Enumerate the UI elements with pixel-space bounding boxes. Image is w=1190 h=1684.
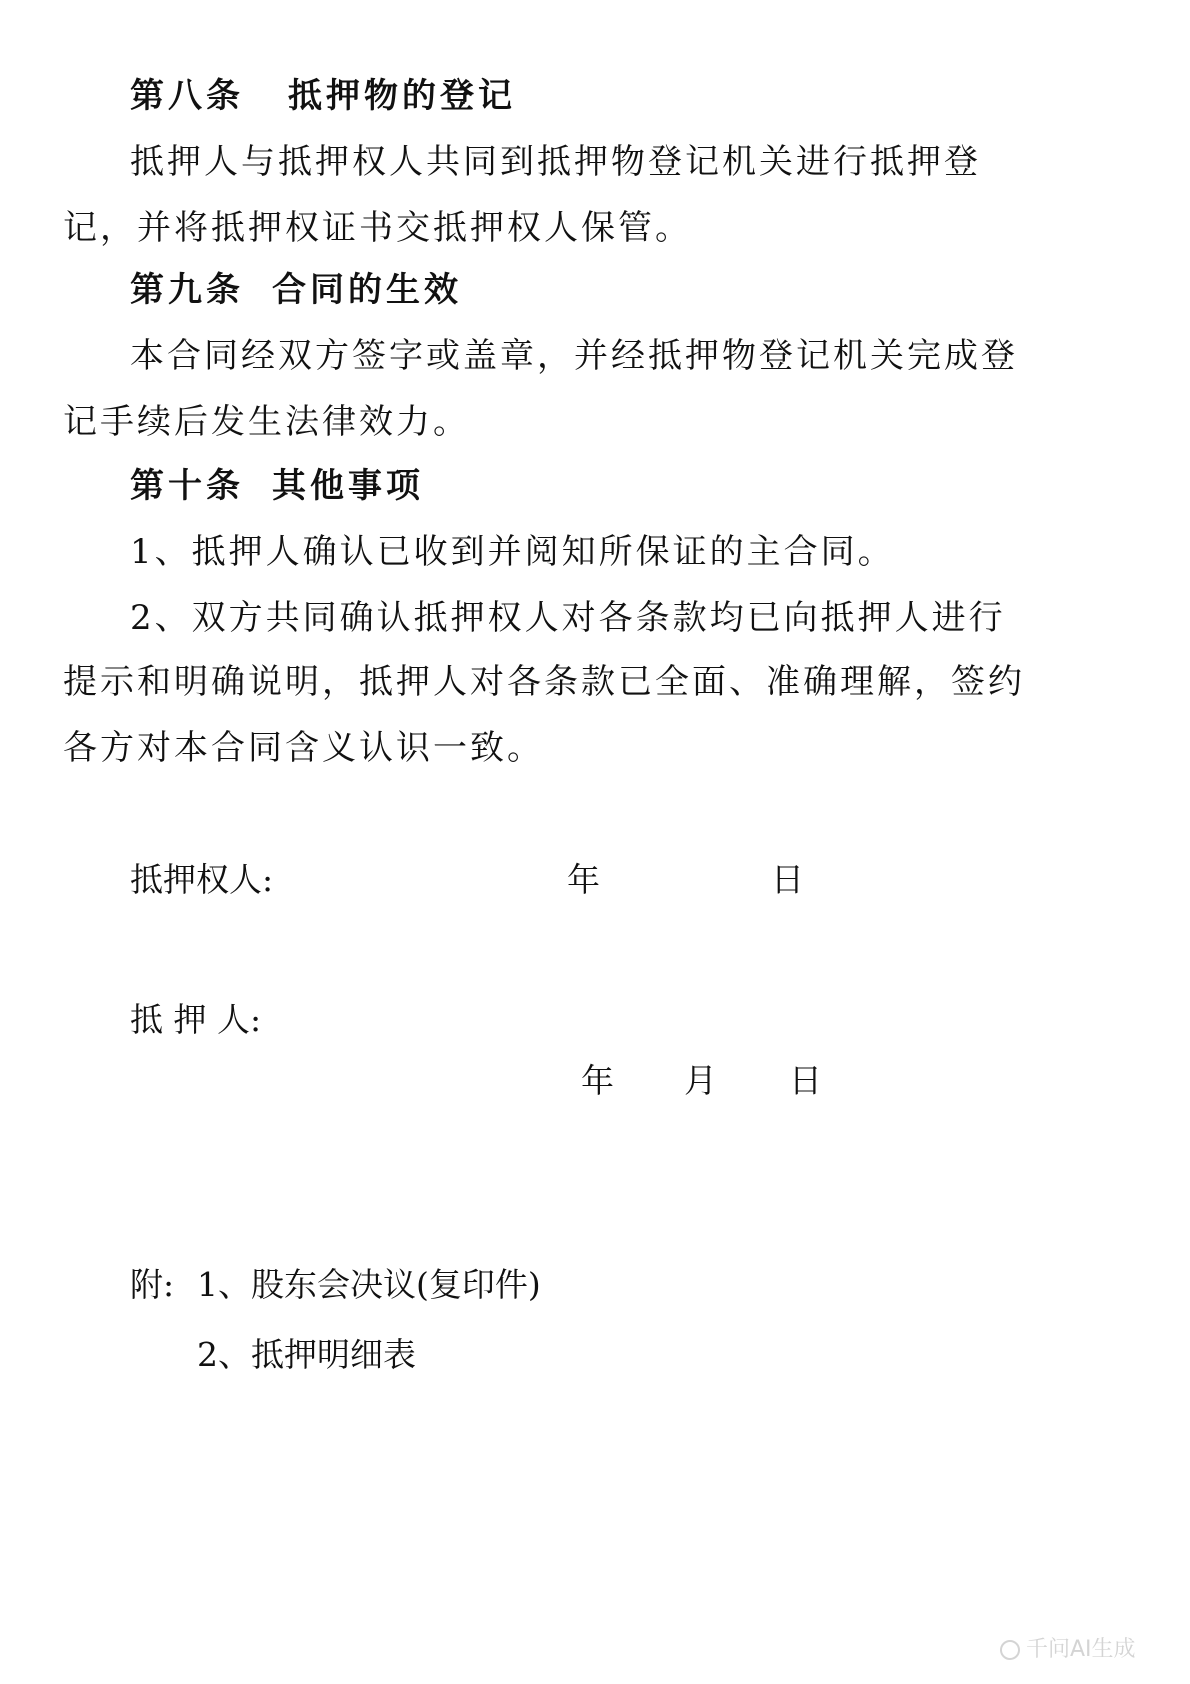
mortgagor-day: 日 xyxy=(789,1061,822,1100)
article-9-line-1: 本合同经双方签字或盖章，并经抵押物登记机关完成登 xyxy=(130,336,1018,376)
article-10-number: 第十条 xyxy=(130,466,244,506)
mortgagee-year: 年 xyxy=(567,860,600,899)
article-10-title: 其他事项 xyxy=(272,466,424,506)
attachment-item-2: 2、抵押明细表 xyxy=(197,1335,416,1374)
watermark-text: 千问AI生成 xyxy=(1026,1637,1136,1662)
mortgagee-day: 日 xyxy=(771,860,804,899)
mortgagee-label: 抵押权人: xyxy=(130,860,274,899)
watermark-logo-icon xyxy=(1000,1640,1020,1660)
article-8-title: 抵押物的登记 xyxy=(288,76,516,116)
article-8-number: 第八条 xyxy=(130,76,244,116)
article-9-number: 第九条 xyxy=(130,270,244,310)
mortgagor-year: 年 xyxy=(581,1061,614,1100)
article-10-line-3: 提示和明确说明，抵押人对各条款已全面、准确理解，签约 xyxy=(63,662,1025,702)
article-9-heading xyxy=(130,270,462,310)
article-10-line-2: 2、双方共同确认抵押权人对各条款均已向抵押人进行 xyxy=(130,598,1006,638)
attachment-item-1: 1、股东会决议(复印件) xyxy=(197,1265,541,1304)
article-10-line-4: 各方对本合同含义认识一致。 xyxy=(63,728,544,768)
article-9-title: 合同的生效 xyxy=(272,270,462,310)
article-10-heading xyxy=(130,466,424,506)
attachments-prefix: 附: xyxy=(130,1265,175,1304)
mortgagor-month: 月 xyxy=(684,1061,717,1100)
mortgagor-label: 抵 押 人: xyxy=(130,1000,262,1039)
watermark xyxy=(1000,1632,1136,1663)
article-8-heading xyxy=(130,76,516,116)
article-10-line-1: 1、抵押人确认已收到并阅知所保证的主合同。 xyxy=(130,532,895,572)
article-8-line-2: 记，并将抵押权证书交抵押权人保管。 xyxy=(63,208,692,248)
article-8-line-1: 抵押人与抵押权人共同到抵押物登记机关进行抵押登 xyxy=(130,142,981,182)
article-9-line-2: 记手续后发生法律效力。 xyxy=(63,402,470,442)
